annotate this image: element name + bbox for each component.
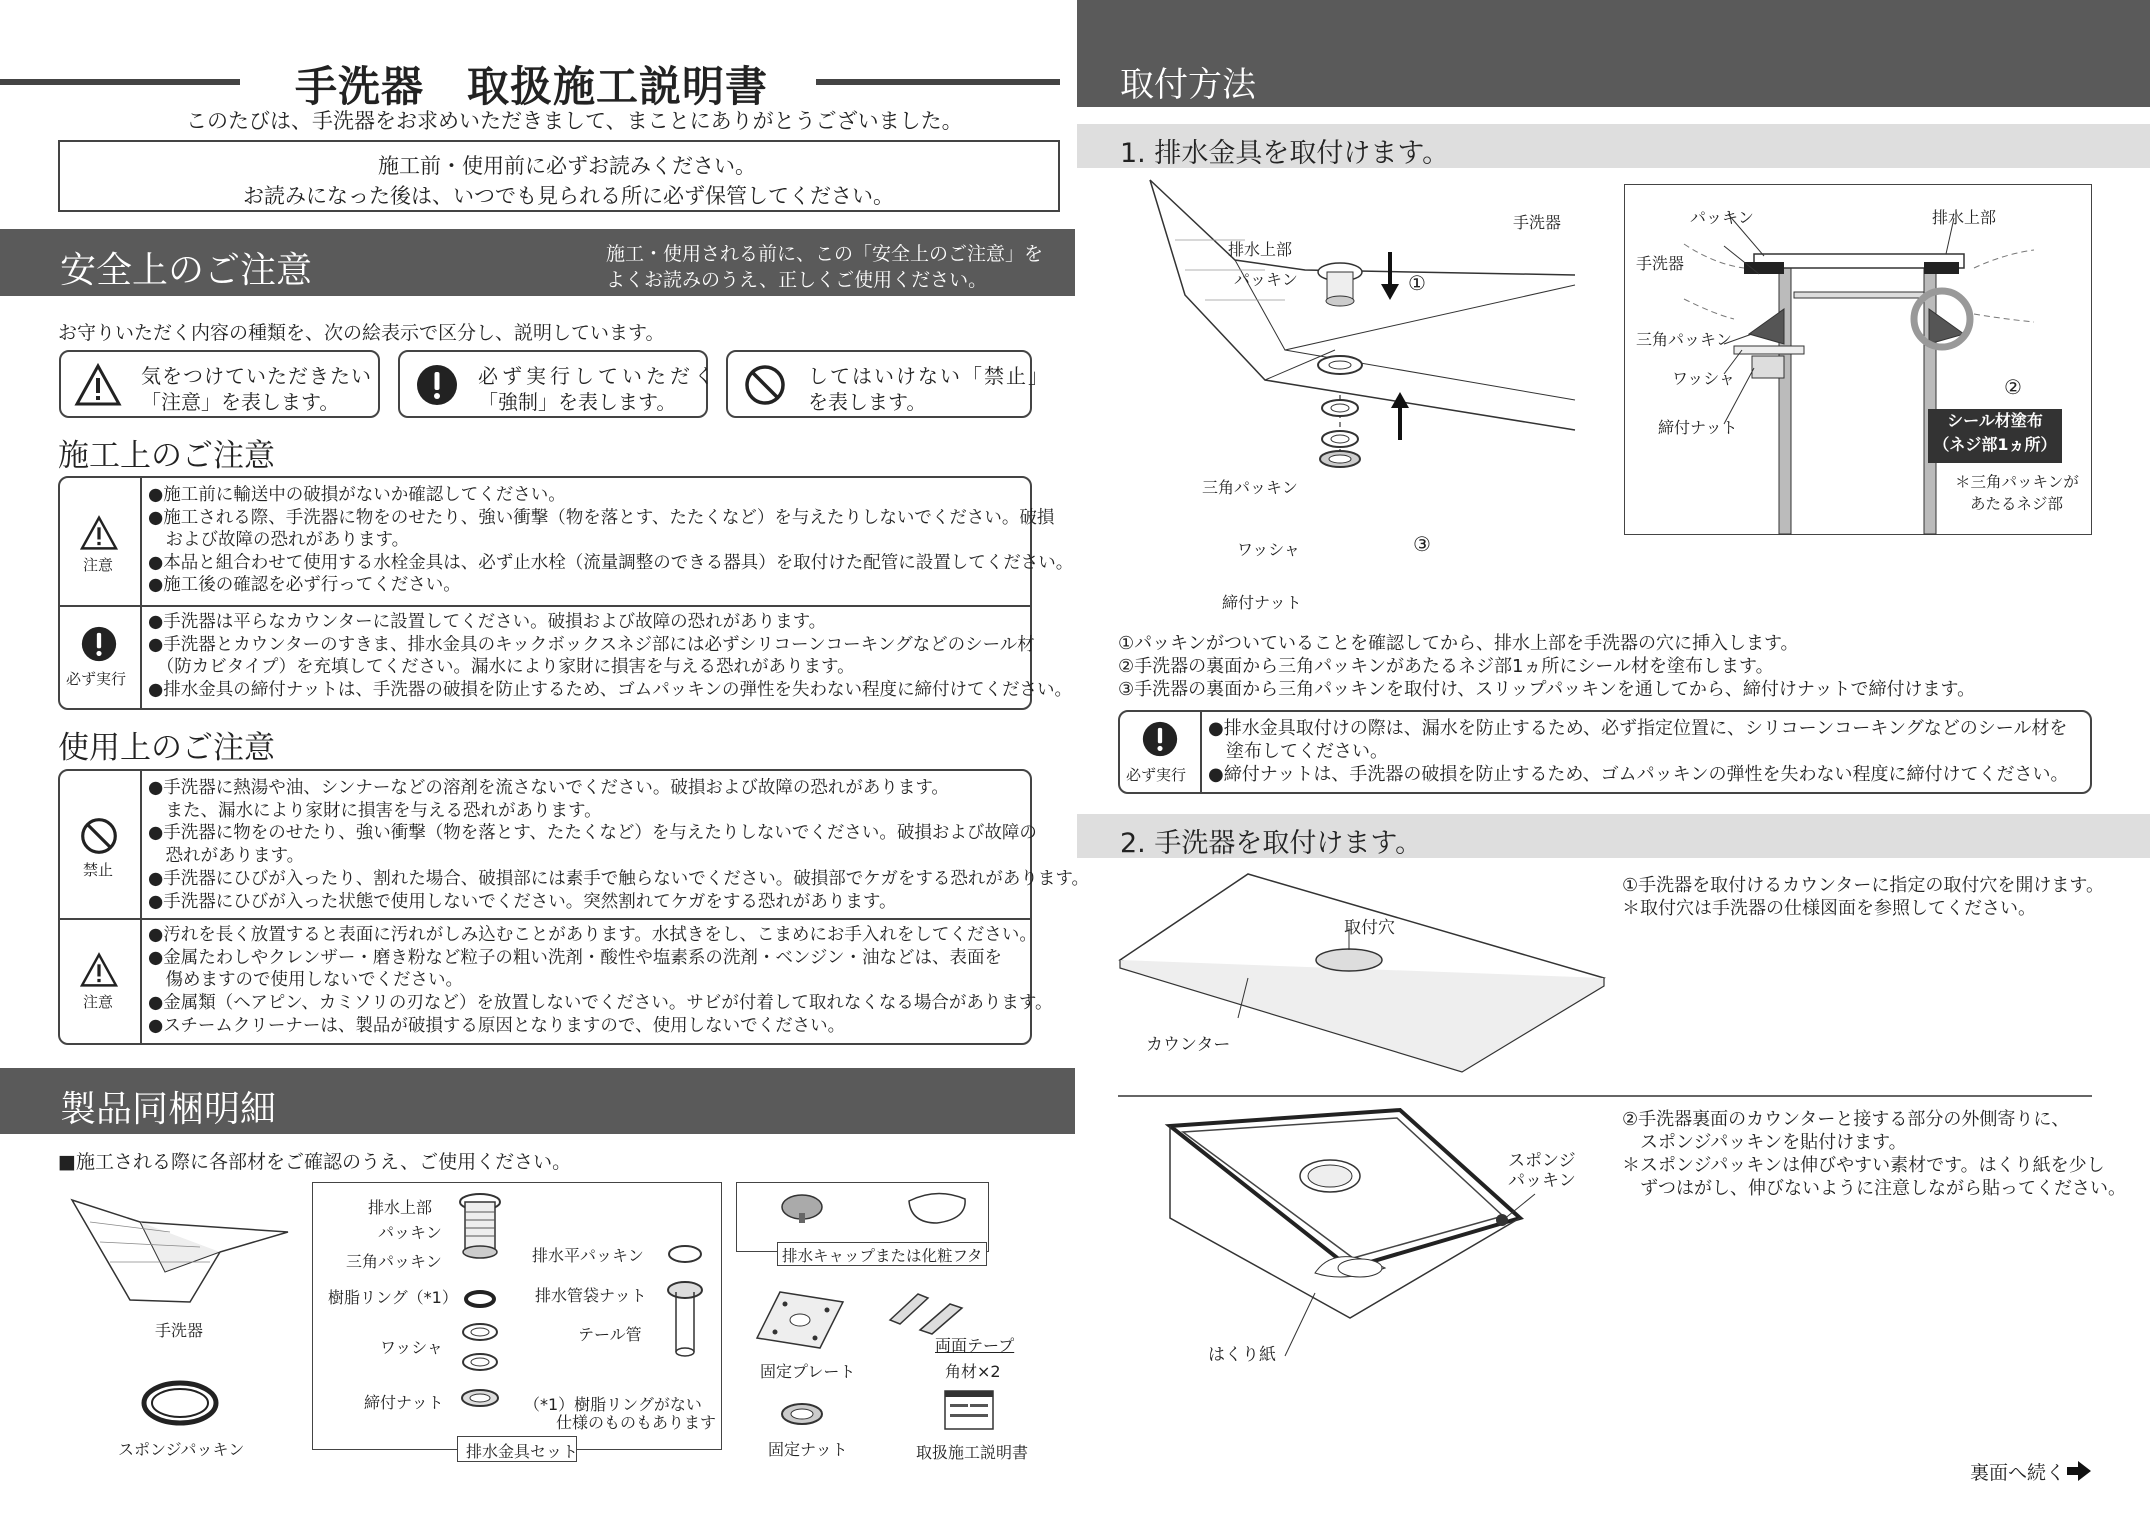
basin-illustration [70,1192,290,1312]
mandatory-exclamation-icon [81,626,117,662]
symbol-intro: お守りいただく内容の種類を、次の絵表示で区分し、説明しています。 [58,322,665,344]
part-tape: 両面テープ [935,1336,1015,1355]
step1-warning-divider [1200,712,1202,792]
release-paper-label: はくり紙 [1208,1345,1276,1365]
step1-instructions [1118,632,1975,701]
step2-divider [1118,1095,2092,1097]
text-line: ②手洗器の裏面から三角パッキンがあたるネジ部1ヵ所にシール材を塗布します。 [1118,656,1774,677]
mandatory-exclamation-icon [1142,721,1178,757]
mandatory-exclamation-icon [416,364,458,406]
arrow-right-icon [2066,1460,2092,1482]
read-notice-line2: お読みになった後は、いつでも見られる所に必ず保管してください。 [243,184,894,208]
part-pipe-nut: 排水管袋ナット [535,1286,647,1305]
step2-title: 2. 手洗器を取付けます。 [1120,828,1423,859]
read-notice-box [58,140,1060,212]
text-line: ●手洗器に物をのせたり、強い衝撃（物を落とす、たたくなど）を与えたりしないでください。破損および故障の [148,823,1037,844]
legend-caution-line2: 「注意」を表します。 [141,390,340,414]
step1-bar [1077,124,2150,168]
text-line: ●手洗器は平らなカウンターに設置してください。破損および故障の恐れがあります。 [148,612,827,632]
text-line: ●施工前に輸送中の破損がないか確認してください。 [148,485,566,505]
drain-set-label: 排水金具セット [466,1442,579,1461]
text-line: および故障の恐れがあります。 [148,530,410,550]
part-plate: 固定プレート [760,1362,856,1381]
cap-illustration [777,1191,827,1225]
text-line: ③手洗器の裏面から三角パッキンを取付け、スリップパッキンを通してから、締付けナットで締付けます。 [1118,679,1976,700]
text-line: ●手洗器にひびが入った状態で使用しないでください。突然割れてケガをする恐れがあります。 [148,891,897,912]
legend-prohibited [726,350,1050,418]
install-method-title: 取付方法 [1120,65,1256,105]
legend-caution [59,350,380,418]
text-line: ●スチームクリーナーは、製品が破損する原因となりますので、使用しないでください。 [148,1015,846,1036]
safety-header-note2: よくお読みのうえ、正しくご使用ください。 [606,269,988,291]
use-row2-text [148,924,1052,1038]
cap-label-box [777,1242,987,1266]
tail-pipe-illustration [660,1240,710,1360]
step1-num3: ③ [1413,532,1431,556]
step2b-instructions [1622,1108,2126,1200]
detail-note-1: ＊三角パッキンが [1955,473,2079,491]
text-line: ●施工後の確認を必ず行ってください。 [148,575,461,595]
install-row-divider [60,605,1030,607]
text-line: ●手洗器にひびが入ったり、割れた場合、破損部には素手で触らないでください。破損部でケガをする恐れがあります。 [148,868,1090,889]
seal-label-box [1928,409,2062,463]
text-line: ●手洗器とカウンターのすきま、排水金具のキックボックスネジ部には必ずシリコーンコーキングなどのシール材 [148,634,1035,655]
text-line: 恐れがあります。 [148,846,305,867]
part-manual: 取扱施工説明書 [916,1443,1029,1462]
legend-mandatory [398,350,718,418]
warning-triangle-icon [80,953,118,987]
step2-bar [1077,814,2150,858]
text-line: 傷めますので使用しないでください。 [148,970,463,991]
detail-num2: ② [2004,375,2022,399]
part-fix-nut: 固定ナット [768,1440,848,1459]
text-line: ②手洗器裏面のカウンターと接する部分の外側寄りに、 [1622,1109,2070,1130]
step1-basin-label: 手洗器 [1513,213,1562,232]
text-line: ＊取付穴は手洗器の仕様図面を参照してください。 [1622,898,2036,919]
contents-note: ■施工される際に各部材をご確認のうえ、ご使用ください。 [58,1151,572,1173]
part-block: 角材×2 [945,1362,1001,1381]
install-row1-label: 注意 [83,556,114,574]
detail-tri-packing-label: 三角パッキン [1636,330,1732,349]
part-packing: パッキン [378,1223,442,1242]
part-nut: 締付ナット [364,1393,444,1412]
part-basin-label: 手洗器 [155,1321,204,1340]
safety-header [0,229,1075,296]
page-title: 手洗器 取扱施工説明書 [295,62,769,111]
title-rule-left [0,79,240,85]
text-line: ●締付ナットは、手洗器の破損を防止するため、ゴムパッキンの弾性を失わない程度に締付けてください。 [1208,764,2069,785]
text-line: （防カビタイプ）を充填してください。漏水により家財に損害を与える恐れがあります。 [148,657,855,677]
use-caution-title: 使用上のご注意 [58,730,275,766]
continue-label: 裏面へ続く [1970,1462,2066,1484]
part-washer: ワッシャ [380,1338,443,1357]
step1-drain-top-label: 排水上部 [1228,240,1293,259]
sponge-label-2: パッキン [1508,1171,1576,1191]
text-line: また、漏水により家財に損害を与える恐れがあります。 [148,800,602,821]
legend-prohibited-line1: してはいけない「禁止」 [808,364,1050,388]
contents-header [0,1068,1075,1134]
detail-basin-label: 手洗器 [1636,254,1685,273]
install-row2-text [148,611,1072,701]
safety-header-note1: 施工・使用される前に、この「安全上のご注意」を [606,243,1044,265]
part-drain-top: 排水上部 [368,1198,433,1217]
prohibited-icon [80,817,118,855]
detail-packing-label: パッキン [1690,208,1754,227]
step1-warning-text [1208,717,2068,786]
text-line: ●排水金具取付けの際は、漏水を防止するため、必ず指定位置に、シリコーンコーキングなどのシール材を [1208,718,2068,739]
counter-hole-label: 取付穴 [1344,918,1395,938]
use-col-divider [140,771,142,1043]
step1-packing-label: パッキン [1234,270,1298,289]
text-line: ●汚れを長く放置すると表面に汚れがしみ込むことがあります。水拭きをし、こまめにお手入れをしてください。 [148,925,1037,945]
use-row-divider [60,918,1030,920]
text-line: ①パッキンがついていることを確認してから、排水上部を手洗器の穴に挿入します。 [1118,633,1799,654]
sponge-label-1: スポンジ [1508,1151,1576,1171]
detail-nut-label: 締付ナット [1658,418,1738,437]
basin-underside-illustration [1165,1108,1525,1328]
cap-label: 排水キャップまたは化粧フタ [782,1247,983,1265]
seal-label-line1: シール材塗布 [1947,411,2043,430]
prohibited-icon [744,364,786,406]
text-line: スポンジパッキンを貼付けます。 [1622,1132,1907,1153]
use-caution-table [58,769,1090,1045]
sponge-packing-illustration [140,1378,220,1428]
drain-parts-illustration [440,1192,520,1422]
part-resin-ring: 樹脂リング（*1） [328,1288,458,1307]
use-row1-text [148,777,1089,913]
title-rule-right [816,79,1060,85]
text-line: 塗布してください。 [1208,741,1388,762]
fixing-nut-illustration [780,1400,824,1430]
step1-num1: ① [1408,271,1426,295]
part-tail-pipe: テール管 [578,1325,642,1344]
part-flat-packing: 排水平パッキン [532,1246,644,1265]
step1-warning-label: 必ず実行 [1126,766,1187,784]
detail-note-2: あたるネジ部 [1970,495,2064,513]
greeting: このたびは、手洗器をお求めいただきまして、まことにありがとうございました。 [186,109,963,133]
text-line: ●金属類（ヘアピン、カミソリの刃など）を放置しないでください。サビが付着して取れなくなる場合があります。 [148,993,1053,1014]
step1-tri-packing-label: 三角パッキン [1202,478,1298,497]
seal-label-line2: （ネジ部1ヵ所） [1933,435,2057,454]
install-caution-title: 施工上のご注意 [58,438,275,474]
warning-triangle-icon [80,516,118,550]
install-row2-label: 必ず実行 [66,670,127,688]
read-notice-line1: 施工前・使用前に必ずお読みください。 [378,154,756,178]
detail-drain-top-label: 排水上部 [1932,208,1997,227]
step1-warning-box [1118,710,2092,794]
install-method-header [1077,0,2150,107]
contents-header-title: 製品同梱明細 [60,1089,277,1130]
part-footnote-2: 仕様のものもあります [524,1413,717,1432]
install-row1-text [148,484,1073,597]
warning-triangle-icon [75,364,121,406]
legend-mandatory-line2: 「強制」を表します。 [478,390,677,414]
legend-prohibited-line2: を表します。 [808,390,927,414]
legend-caution-line1: 気をつけていただきたい [141,364,372,388]
use-row2-label: 注意 [83,993,114,1011]
text-line: ①手洗器を取付けるカウンターに指定の取付穴を開けます。 [1622,875,2104,896]
step2a-instructions [1622,874,2104,920]
part-tri-packing: 三角パッキン [346,1252,442,1271]
text-line: ●排水金具の締付ナットは、手洗器の破損を防止するため、ゴムパッキンの弾性を失わない程度に締付けてください。 [148,679,1073,700]
part-footnote-1: （*1）樹脂リングがない [524,1395,702,1414]
cover-illustration [907,1191,967,1227]
legend-mandatory-line1: 必ず実行していただく [478,364,718,388]
counter-label: カウンター [1146,1035,1231,1055]
text-line: ●施工される際、手洗器に物をのせたり、強い衝撃（物を落とす、たたくなど）を与えたりしないでください。破損 [148,507,1055,528]
use-row1-label: 禁止 [83,861,114,879]
text-line: ●本品と組合わせて使用する水栓金具は、必ず止水栓（流量調整のできる器具）を取付けた配管に設置してください。 [148,552,1074,573]
text-line: ずつはがし、伸びないように注意しながら貼ってください。 [1622,1178,2126,1199]
install-caution-table [58,476,1074,710]
text-line: ●手洗器に熱湯や油、シンナーなどの溶剤を流さないでください。破損および故障の恐れがあります。 [148,778,949,798]
part-sponge-label: スポンジパッキン [118,1440,245,1459]
step1-washer-label: ワッシャ [1237,540,1300,559]
step1-nut-label: 締付ナット [1222,593,1302,612]
fixing-plate-illustration [755,1290,845,1350]
safety-header-title: 安全上のご注意 [60,250,313,291]
step1-title: 1. 排水金具を取付けます。 [1120,138,1450,169]
text-line: ＊スポンジパッキンは伸びやすい素材です。はくり紙を少し [1622,1155,2105,1176]
drain-set-label-box [457,1436,577,1462]
install-col-divider [140,478,142,708]
text-line: ●金属たわしやクレンザー・磨き粉など粒子の粗い洗剤・酸性や塩素系の洗剤・ベンジン・油などは、表面を [148,947,1002,968]
manual-illustration [944,1390,994,1430]
detail-washer-label: ワッシャ [1672,369,1735,388]
